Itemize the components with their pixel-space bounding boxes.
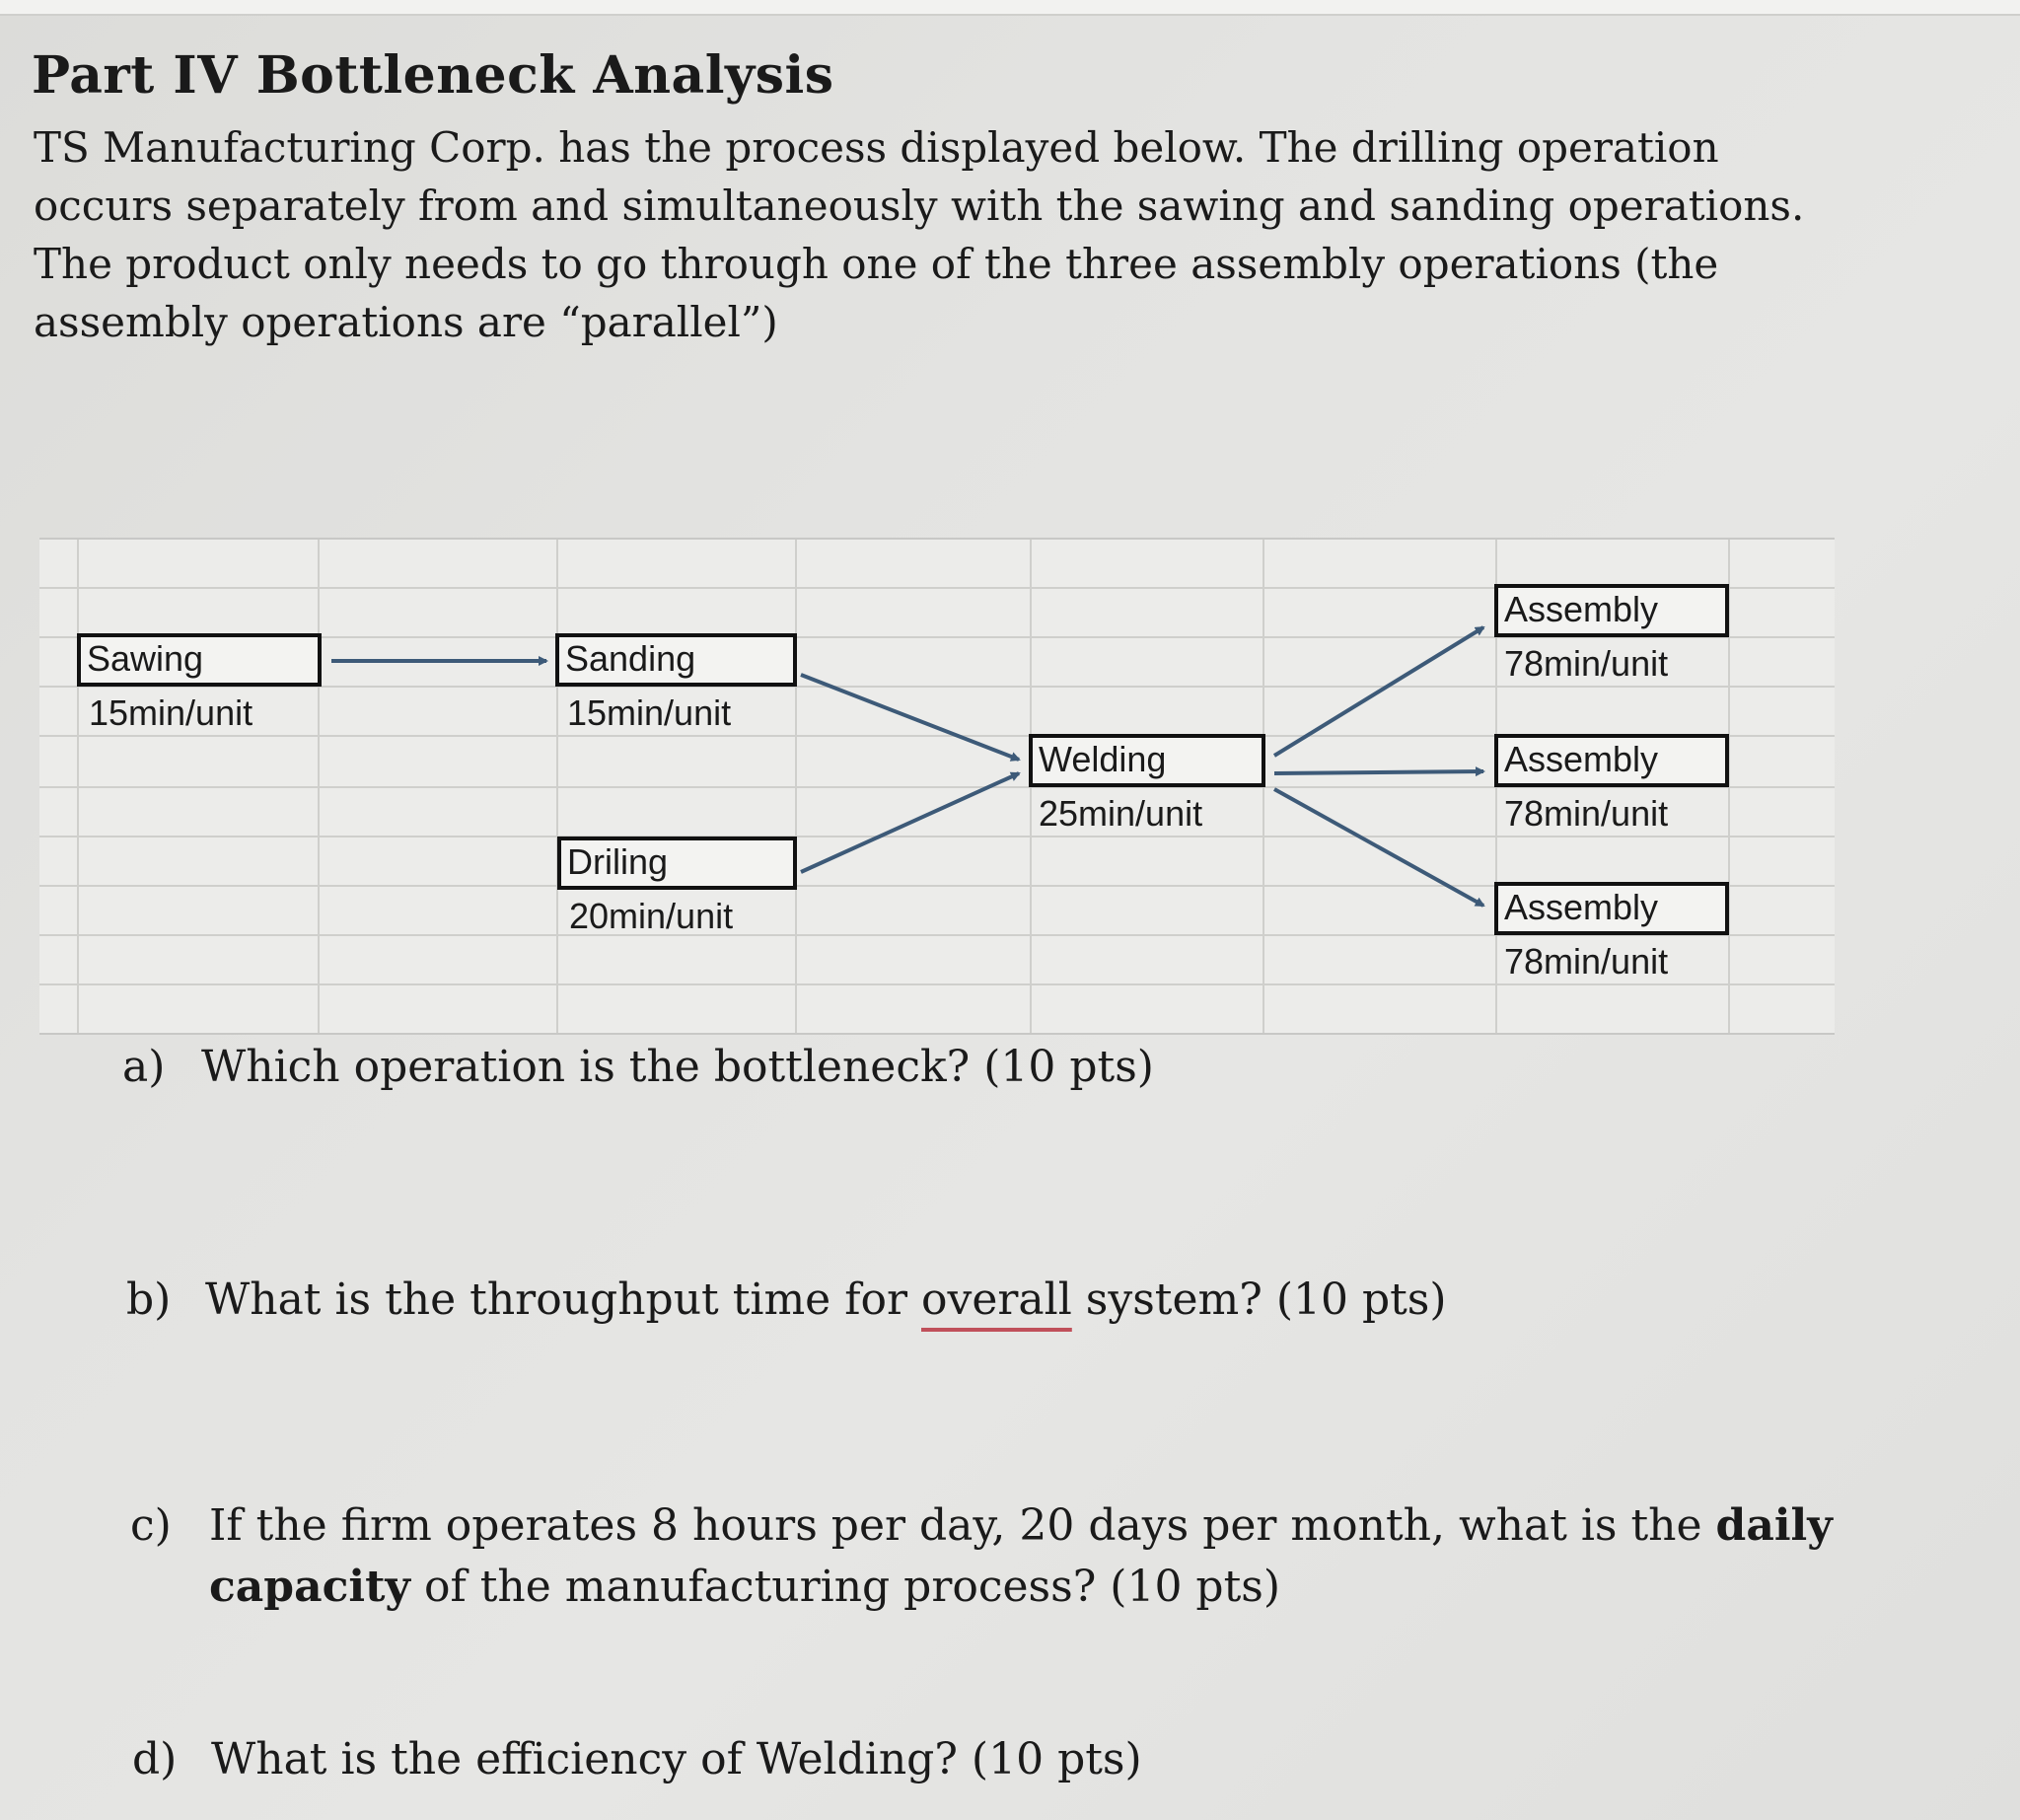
assembly-box-2: Assembly [1494,734,1729,787]
bold-term-daily: daily [1715,1500,1833,1551]
problem-description [34,118,1888,351]
grid-line [795,540,797,1033]
sawing-box: Sawing [77,633,322,687]
sanding-box: Sanding [555,633,797,687]
question-letter: d) [132,1734,178,1784]
assembly-box-3: Assembly [1494,882,1729,935]
grid-line [556,540,558,1033]
question-text-pre: If the firm operates 8 hours per day, 20 days per month, what is the [209,1500,1716,1551]
drilling-box: Driling [557,837,797,890]
intro-line: The product only needs to go through one of the three assembly operations (the [34,240,1719,288]
assembly-time-1: 78min/unit [1504,643,1669,684]
question-letter: b) [126,1274,172,1325]
question-letter: c) [130,1500,172,1551]
drilling-time: 20min/unit [569,896,734,936]
question-text-post: system? (10 pts) [1071,1274,1447,1325]
grid-line [39,983,1835,985]
intro-line: assembly operations are “parallel”) [34,298,778,346]
intro-line: occurs separately from and simultaneously with the sawing and sanding operations. [34,182,1805,230]
question-letter: a) [122,1042,166,1092]
welding-box: Welding [1029,734,1265,787]
bold-term-capacity: capacity [209,1562,410,1612]
question-b [126,1274,1447,1325]
spellcheck-underlined-word: overall [921,1274,1072,1325]
question-c [130,1495,1833,1618]
grid-line [39,836,1835,837]
question-text-post: of the manufacturing process? (10 pts) [409,1562,1281,1612]
question-d [132,1734,1142,1784]
question-text: What is the efficiency of Welding? (10 pts) [211,1734,1142,1784]
question-text-pre: What is the throughput time for [205,1274,921,1325]
question-a [122,1042,1154,1092]
grid-line [318,540,320,1033]
welding-time: 25min/unit [1039,793,1203,834]
assembly-time-3: 78min/unit [1504,941,1669,982]
page-top-edge [0,0,2020,16]
sanding-time: 15min/unit [567,692,732,733]
page-title: Part IV Bottleneck Analysis [32,45,834,106]
assembly-time-2: 78min/unit [1504,793,1669,834]
grid-line [77,540,79,1033]
question-line-2 [130,1557,1833,1618]
sawing-time: 15min/unit [89,692,253,733]
question-text: Which operation is the bottleneck? (10 pts) [201,1042,1154,1092]
intro-line: TS Manufacturing Corp. has the process displayed below. The drilling operation [34,123,1719,172]
assembly-box-1: Assembly [1494,584,1729,637]
